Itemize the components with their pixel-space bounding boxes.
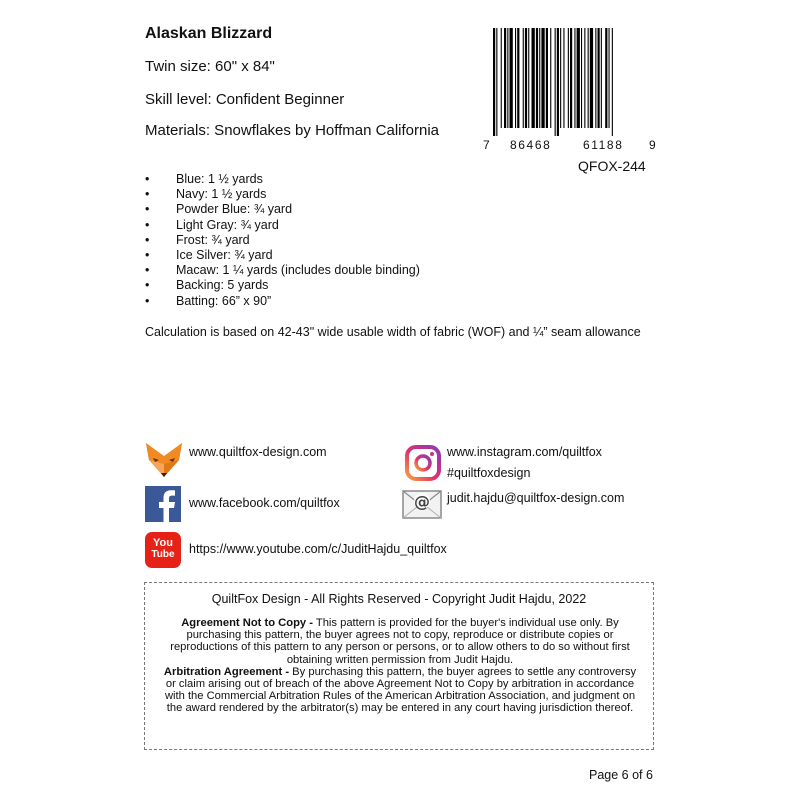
skill-level: Skill level: Confident Beginner <box>145 91 345 108</box>
svg-text:@: @ <box>414 492 430 511</box>
barcode-bar <box>570 28 572 128</box>
barcode-bar <box>528 28 529 128</box>
barcode-bar <box>574 28 575 128</box>
copyright-line: QuiltFox Design - All Rights Reserved - Copyright Judit Hajdu, 2022 <box>211 592 587 606</box>
barcode-bar <box>546 28 548 128</box>
calculation-note: Calculation is based on 42-43" wide usable width of fabric (WOF) and ¼” seam allowance <box>145 325 641 339</box>
barcode-bar <box>525 28 527 128</box>
legal-agreements <box>159 617 641 715</box>
email-icon <box>402 488 442 520</box>
email-link[interactable]: judit.hajdu@quiltfox-design.com <box>447 491 625 505</box>
list-item: • Ice Silver: ¾ yard <box>145 248 420 263</box>
youtube-icon <box>145 532 181 568</box>
barcode-bar <box>609 28 610 128</box>
barcode-bar <box>496 28 497 136</box>
barcode-bar <box>517 28 519 128</box>
barcode-bar <box>536 28 538 128</box>
list-item: • Navy: 1 ½ yards <box>145 187 420 202</box>
barcode-bar <box>563 28 564 128</box>
barcode-bar <box>612 28 613 136</box>
barcode-digit-check: 9 <box>649 138 656 152</box>
pattern-size: Twin size: 60" x 84" <box>145 58 275 75</box>
fox-logo-icon <box>145 442 183 478</box>
barcode-bar <box>504 28 506 128</box>
list-item: • Light Gray: ¾ yard <box>145 218 420 233</box>
instagram-icon <box>405 445 441 481</box>
list-item: • Blue: 1 ½ yards <box>145 172 420 187</box>
barcode-bar <box>584 28 585 128</box>
barcode <box>491 28 653 136</box>
barcode-bar <box>550 28 551 128</box>
barcode-bar <box>595 28 596 128</box>
facebook-icon <box>145 486 181 522</box>
barcode-digit-group-left: 86468 <box>510 138 552 152</box>
barcode-bar <box>581 28 582 128</box>
barcode-bar <box>501 28 502 128</box>
barcode-bar <box>590 28 593 128</box>
pattern-title: Alaskan Blizzard <box>145 25 273 42</box>
barcode-bar <box>601 28 602 128</box>
instagram-link[interactable]: www.instagram.com/quiltfox <box>447 445 602 459</box>
barcode-bar <box>588 28 589 128</box>
list-item: • Macaw: 1 ¼ yards (includes double binding) <box>145 263 420 278</box>
barcode-bar <box>515 28 516 128</box>
instagram-hashtag: #quiltfoxdesign <box>447 466 531 480</box>
barcode-bar <box>539 28 540 128</box>
barcode-bar <box>532 28 535 128</box>
youtube-logo-text-bottom: Tube <box>151 549 175 560</box>
agreement-title: Agreement Not to Copy - <box>181 617 313 629</box>
youtube-link[interactable]: https://www.youtube.com/c/JuditHajdu_quiltfox <box>189 542 447 556</box>
facebook-link[interactable]: www.facebook.com/quiltfox <box>189 496 340 510</box>
agreement-text: This pattern is provided for the buyer's individual use only. By purchasing this pattern, the buyer agrees not to copy, reproduce or distribute copies or reproductions of this pattern to any person or persons, or to allow others to do so without first obtaining written permission from Judit Hajdu. <box>170 617 630 666</box>
barcode-bar <box>555 28 556 136</box>
barcode-bar <box>557 28 559 136</box>
barcode-bar <box>493 28 495 136</box>
page-number: Page 6 of 6 <box>589 768 653 782</box>
barcode-digit-group-right: 61188 <box>583 138 624 152</box>
youtube-logo-text-top: You <box>153 537 173 549</box>
list-item: • Batting: 66” x 90” <box>145 294 420 309</box>
barcode-bar <box>507 28 508 128</box>
materials-line: Materials: Snowflakes by Hoffman California <box>145 122 440 139</box>
barcode-bar <box>598 28 600 128</box>
list-item: • Backing: 5 yards <box>145 278 420 293</box>
barcode-bar <box>568 28 569 128</box>
barcode-bar <box>605 28 607 128</box>
barcode-bar <box>577 28 580 128</box>
copyright-notice-box <box>144 582 654 750</box>
arbitration-title: Arbitration Agreement - <box>163 665 290 678</box>
barcode-bar <box>510 28 513 128</box>
fabric-list <box>145 172 420 309</box>
list-item: • Frost: ¾ yard <box>145 233 420 248</box>
product-sku: QFOX-244 <box>578 158 646 174</box>
arbitration-text: By purchasing this pattern, the buyer agrees to settle any controversy or claim arising out of breach of the above Agreement Not to Copy by arbitration in accordance with the Commercial Arbitration Rules of the American Arbitration Association, and judgment on the award rendered by the arbitrator(s) may be entered in any court having jurisdiction thereof. <box>164 665 637 715</box>
barcode-bar <box>523 28 524 128</box>
list-item: • Powder Blue: ¾ yard <box>145 202 420 217</box>
barcode-digit-prefix: 7 <box>483 138 490 152</box>
barcode-bar <box>560 28 561 128</box>
barcode-bar <box>541 28 544 128</box>
website-link[interactable]: www.quiltfox-design.com <box>189 445 327 459</box>
